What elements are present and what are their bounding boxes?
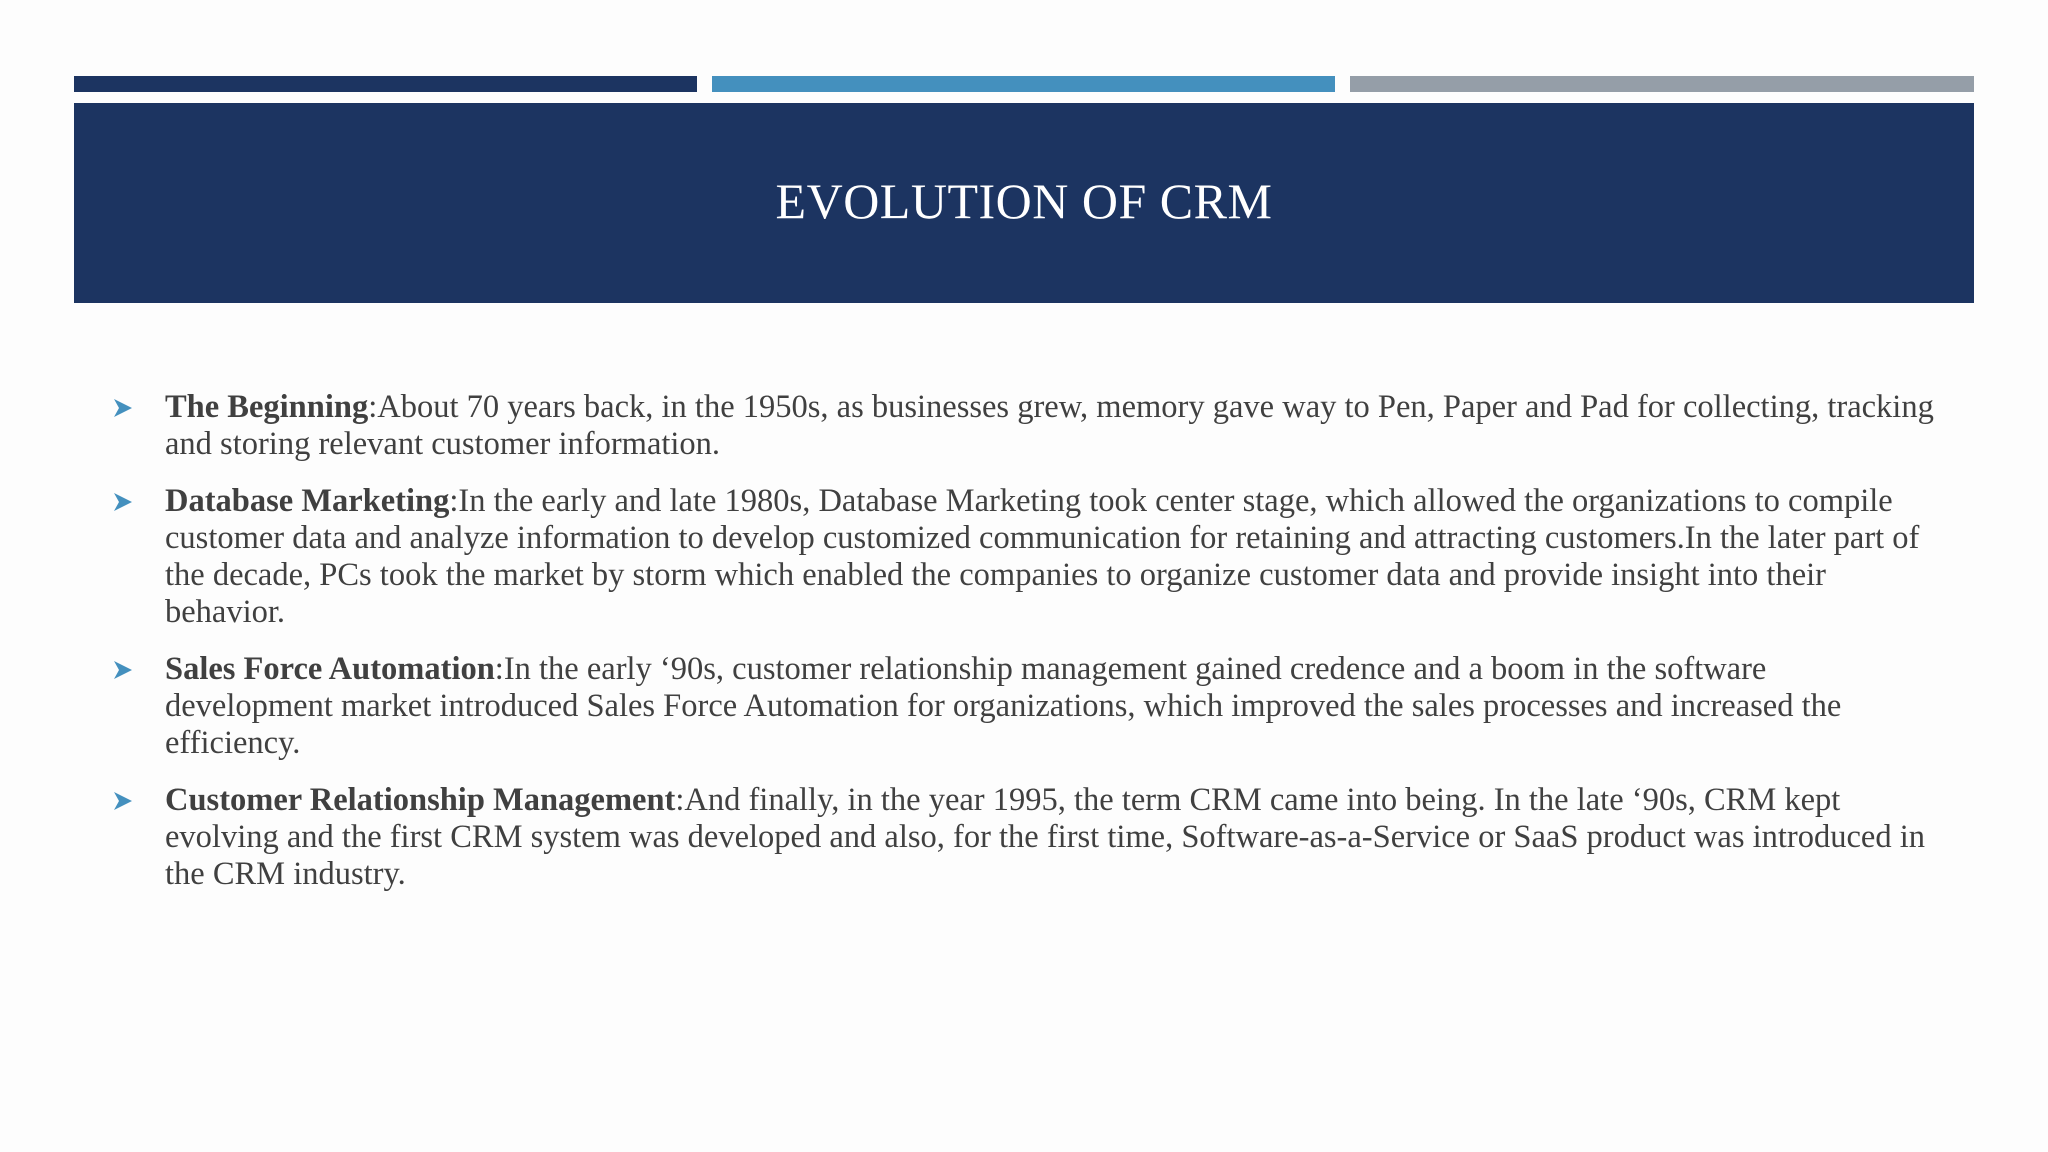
bullet-term: The Beginning xyxy=(165,389,369,425)
bullet-item xyxy=(112,389,1942,463)
bullet-text: :In the early ‘90s, customer relationship management gained credence and a boom in the software development market introduced Sales Force Automation for organizations, which improved the sales processes and increased the efficiency. xyxy=(165,651,1842,761)
bullet-item xyxy=(112,782,1942,893)
title-band xyxy=(74,103,1974,303)
arrowhead-bullet-icon xyxy=(112,651,136,688)
bullet-term: Customer Relationship Management xyxy=(165,782,676,818)
accent-bar-gray xyxy=(1350,76,1974,92)
bullet-text: :And finally, in the year 1995, the term CRM came into being. In the late ‘90s, CRM kept evolving and the first CRM system was developed and also, for the first time, Software-as-a-Service or SaaS product was introduced in the CRM industry. xyxy=(165,782,1925,892)
accent-bar-light-blue xyxy=(712,76,1335,92)
bullet-term: Database Marketing xyxy=(165,483,450,519)
arrowhead-bullet-icon xyxy=(112,483,136,520)
bullet-term: Sales Force Automation xyxy=(165,651,495,687)
bullet-item xyxy=(112,483,1942,631)
arrowhead-bullet-icon xyxy=(112,389,136,426)
arrowhead-bullet-icon xyxy=(112,782,136,819)
slide-title: EVOLUTION OF CRM xyxy=(775,173,1273,229)
bullet-item xyxy=(112,651,1942,762)
bullet-text: :In the early and late 1980s, Database Marketing took center stage, which allowed the organizations to compile customer data and analyze information to develop customized communication for retaining and attracting customers.In the later part of the decade, PCs took the market by storm which enabled the companies to organize customer data and provide insight into their behavior. xyxy=(165,483,1920,630)
bullet-list xyxy=(112,389,1942,913)
accent-bar-dark-blue xyxy=(74,76,697,92)
bullet-text: :About 70 years back, in the 1950s, as businesses grew, memory gave way to Pen, Paper and Pad for collecting, tracking and storing relevant customer information. xyxy=(165,389,1934,462)
